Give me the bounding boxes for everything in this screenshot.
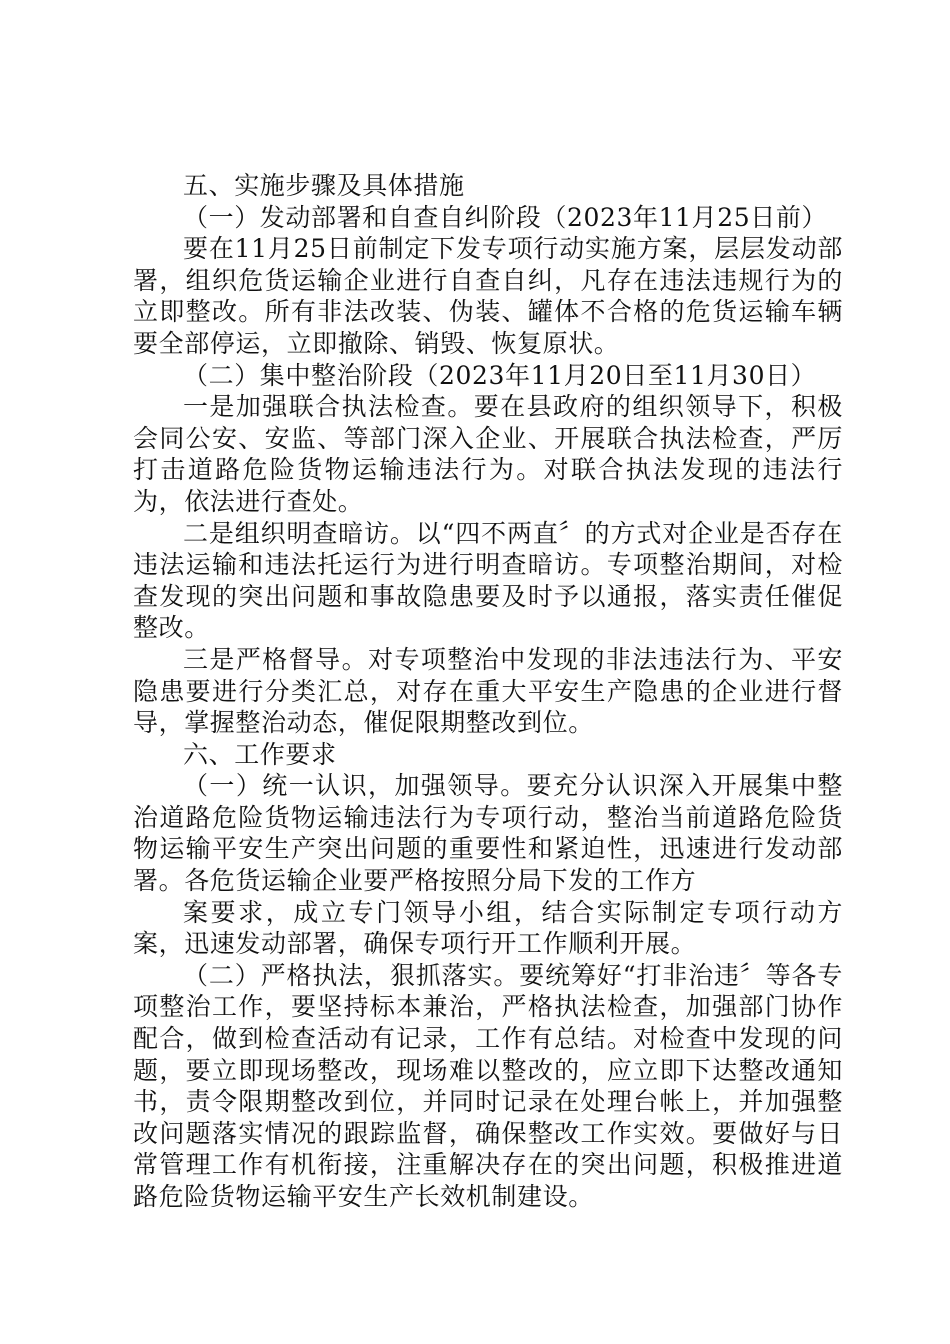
section-heading-implementation-steps: 五、实施步骤及具体措施 <box>183 171 465 200</box>
paragraph-self-check-details: 要在11月25日前制定下发专项行动实施方案，层层发动部署，组织危货运输企业进行自查自纠，凡存在违法违规行为的立即整改。所有非法改装、伪装、罐体不合格的危货运输车辆要全部停运，立即撤除、销毁、恢复原状。 <box>133 234 843 358</box>
section-heading-work-requirements: 六、工作要求 <box>183 739 337 769</box>
paragraph-joint-law-enforcement: 一是加强联合执法检查。要在县政府的组织领导下，积极会同公安、安监、等部门深入企业、开展联合执法检查，严厉打击道路危险货物运输违法行为。对联合执法发现的违法行为，依法进行查处。 <box>133 392 843 516</box>
paragraph-unified-understanding: （一）统一认识，加强领导。要充分认识深入开展集中整治道路危险货物运输违法行为专项行动，整治当前道路危险货物运输平安生产突出问题的重要性和紧迫性，迅速进行发动部署。各危货运输企业要严格按照分局下发的工作方 <box>133 771 843 896</box>
subsection-heading-self-check-phase: （一）发动部署和自查自纠阶段（2023年11月25日前） <box>183 202 828 232</box>
document-body <box>133 170 843 1213</box>
subsection-heading-concentrated-rectification: （二）集中整治阶段（2023年11月20日至11月30日） <box>183 360 817 390</box>
paragraph-open-and-covert-inspection: 二是组织明查暗访。以“四不两直〞的方式对企业是否存在违法运输和违法托运行为进行明查暗访。专项整治期间，对检查发现的突出问题和事故隐患要及时予以通报，落实责任催促整改。 <box>133 518 843 643</box>
paragraph-plan-requirements: 案要求，成立专门领导小组，结合实际制定专项行动方案，迅速发动部署，确保专项行开工作顺利开展。 <box>133 897 843 959</box>
paragraph-strict-enforcement: （二）严格执法，狠抓落实。要统筹好“打非治违〞等各专项整治工作，要坚持标本兼治，严格执法检查，加强部门协作配合，做到检查活动有记录，工作有总结。对检查中发现的问题，要立即现场整改，现场难以整改的，应立即下达整改通知书，责令限期整改到位，并同时记录在处理台帐上，并加强整改问题落实情况的跟踪监督，确保整改工作实效。要做好与日常管理工作有机衔接，注重解决存在的突出问题，积极推进道路危险货物运输平安生产长效机制建设。 <box>133 960 843 1211</box>
paragraph-strict-supervision: 三是严格督导。对专项整治中发现的非法违法行为、平安隐患要进行分类汇总，对存在重大平安生产隐患的企业进行督导，掌握整治动态，催促限期整改到位。 <box>133 644 843 738</box>
